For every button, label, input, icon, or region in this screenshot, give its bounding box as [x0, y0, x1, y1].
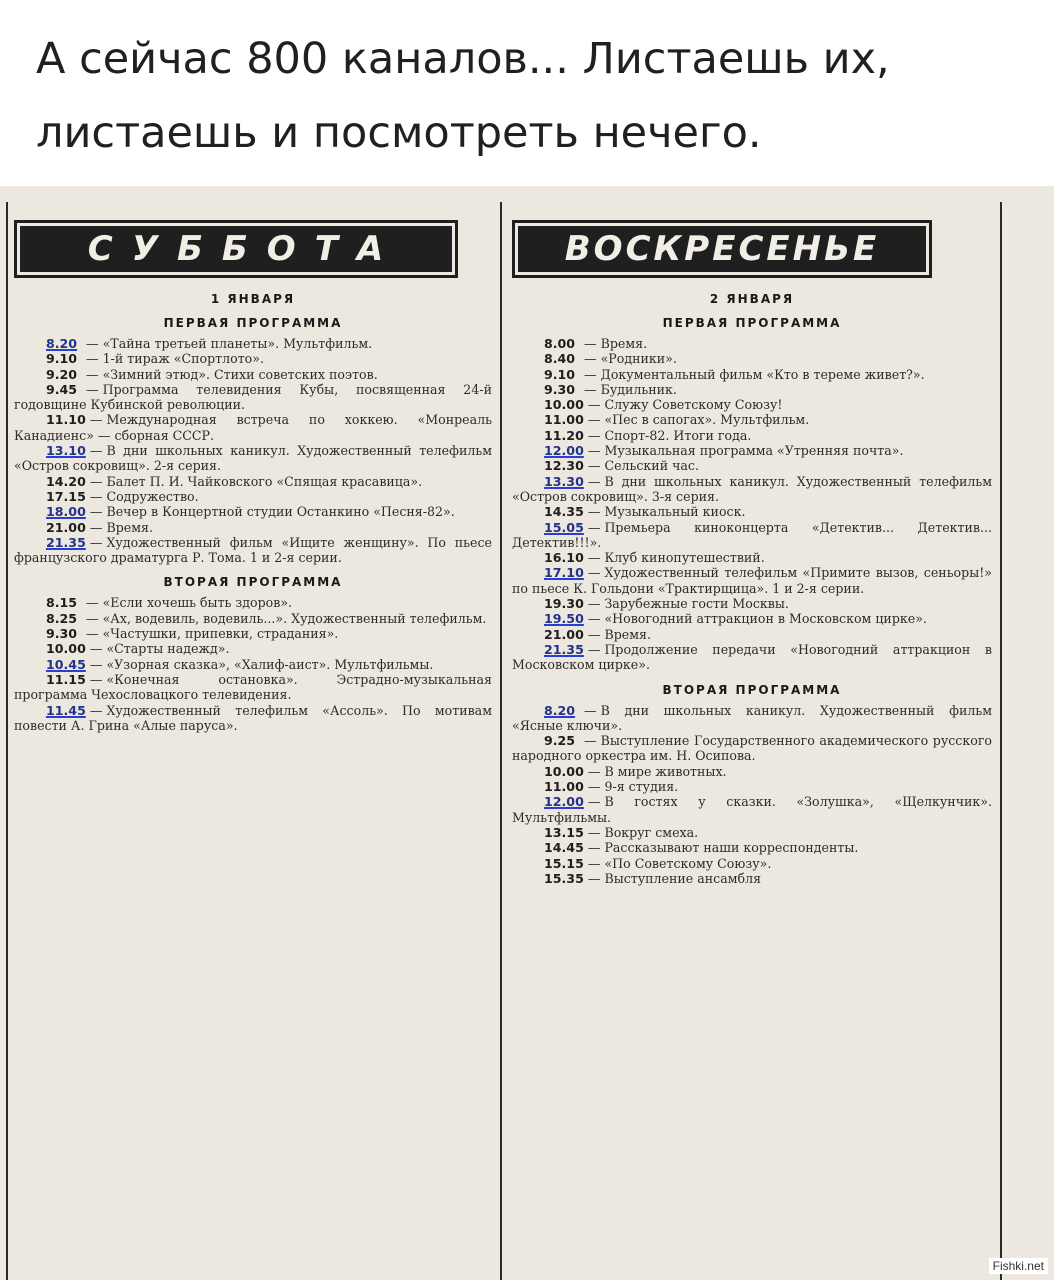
dash-separator: — — [584, 702, 597, 718]
entry-text: Музыкальная программа «Утренняя почта». — [604, 443, 904, 459]
saturday-date: 1 ЯНВАРЯ — [210, 292, 296, 306]
entry-time: 15.35 — [544, 870, 584, 886]
dash-separator: — — [86, 610, 99, 626]
entry-time: 10.00 — [544, 397, 584, 413]
schedule-entry — [512, 412, 992, 427]
dash-separator: — — [86, 381, 99, 397]
schedule-entry — [14, 336, 492, 351]
schedule-entry — [14, 382, 492, 413]
entry-text: Программа телевидения Кубы, посвященная 24-й годовщине Кубинской революции. — [14, 381, 492, 413]
schedule-entry — [14, 611, 492, 626]
schedule-entry — [512, 565, 992, 596]
schedule-entry — [512, 733, 992, 764]
entry-text: Международная встреча по хоккею. «Монреаль Канадиенс» — сборная СССР. — [14, 412, 492, 443]
entry-time: 15.15 — [544, 855, 584, 871]
schedule-entry — [512, 856, 992, 871]
dash-separator: — — [89, 412, 103, 428]
dash-separator: — — [587, 824, 601, 840]
dash-separator: — — [587, 855, 601, 871]
entry-time: 8.40 — [544, 351, 576, 367]
entry-text: Время. — [604, 626, 651, 642]
entry-text: 9-я студия. — [604, 779, 679, 795]
entry-text: Художественный телефильм «Ассоль». По мотивам повести А. Грина «Алые паруса». — [14, 702, 492, 733]
entry-text: «Старты надежд». — [106, 641, 230, 657]
entry-text: В мире животных. — [604, 763, 727, 779]
dash-separator: — — [587, 641, 601, 657]
schedule-entry — [14, 535, 492, 566]
entry-time: 11.20 — [544, 427, 584, 443]
dash-separator: — — [89, 534, 103, 550]
entry-text: Премьера киноконцерта «Детектив... Детектив... Детектив!!!». — [512, 519, 992, 550]
dash-separator: — — [584, 381, 597, 397]
entry-time: 8.25 — [46, 610, 78, 626]
dash-separator: — — [86, 366, 99, 382]
entry-text: «Тайна третьей планеты». Мультфильм. — [102, 336, 373, 351]
schedule-entry — [512, 794, 992, 825]
dash-separator: — — [587, 626, 601, 642]
schedule-entry — [512, 642, 992, 673]
entry-text: «Новогодний аттракцион в Московском цирке». — [604, 611, 927, 627]
entry-text: Время. — [106, 519, 153, 535]
entry-time: 10.00 — [544, 763, 584, 779]
marked-time: 19.50 — [544, 611, 584, 627]
entry-text: В дни школьных каникул. Художественный фильм «Ясные ключи». — [512, 702, 992, 733]
dash-separator: — — [89, 473, 103, 489]
entry-text: Художественный телефильм «Примите вызов, сеньоры!» по пьесе К. Гольдони «Трактирщица». 1 и 2-я серии. — [512, 565, 992, 596]
schedule-entry — [512, 825, 992, 840]
schedule-entry — [14, 626, 492, 641]
dash-separator: — — [86, 626, 99, 642]
schedule-entry — [512, 382, 992, 397]
schedule-entry — [512, 779, 992, 794]
schedule-entry — [512, 611, 992, 626]
schedule-entry — [512, 627, 992, 642]
marked-time: 21.35 — [46, 534, 86, 550]
entry-text: «Узорная сказка», «Халиф-аист». Мультфильмы. — [106, 656, 434, 672]
entry-text: Время. — [600, 336, 648, 351]
newspaper-clipping — [0, 186, 1054, 1280]
sunday-date: 2 ЯНВАРЯ — [709, 292, 795, 306]
dash-separator: — — [89, 641, 103, 657]
marked-time: 12.00 — [544, 794, 584, 810]
entry-text: Вечер в Концертной студии Останкино «Песня-82». — [106, 504, 455, 520]
marked-time: 10.45 — [46, 656, 86, 672]
schedule-entry — [14, 412, 492, 443]
marked-time: 8.20 — [46, 336, 78, 351]
entry-text: «Частушки, припевки, страдания». — [102, 626, 339, 642]
schedule-entry — [512, 336, 992, 351]
entry-text: Зарубежные гости Москвы. — [604, 596, 789, 612]
entry-time: 14.45 — [544, 840, 584, 856]
schedule-entry — [512, 764, 992, 779]
dash-separator: — — [587, 779, 601, 795]
entry-time: 21.00 — [46, 519, 86, 535]
entry-text: Продолжение передачи «Новогодний аттракцион в Московском цирке». — [512, 641, 992, 673]
dash-separator: — — [587, 550, 601, 566]
entry-time: 17.15 — [46, 488, 86, 504]
dash-separator: — — [89, 504, 103, 520]
dash-separator: — — [584, 351, 597, 367]
entry-text: Содружество. — [106, 488, 199, 504]
saturday-column — [14, 220, 492, 733]
entry-time: 19.30 — [544, 596, 584, 612]
dash-separator: — — [89, 656, 103, 672]
sunday-column — [512, 220, 992, 886]
entry-text: Рассказывают наши корреспонденты. — [604, 840, 859, 856]
schedule-entry — [14, 504, 492, 519]
entry-text: Спорт-82. Итоги года. — [604, 427, 752, 443]
marked-time: 8.20 — [544, 702, 576, 718]
marked-time: 12.00 — [544, 443, 584, 459]
schedule-entry — [512, 520, 992, 551]
entry-time: 11.00 — [544, 412, 584, 428]
entry-time: 11.00 — [544, 779, 584, 795]
marked-time: 17.10 — [544, 565, 584, 581]
entry-text: Выступление ансамбля — [604, 870, 762, 886]
sunday-banner: ВОСКРЕСЕНЬЕ — [512, 220, 932, 278]
schedule-entry — [14, 703, 492, 734]
schedule-entry — [14, 641, 492, 656]
entry-time: 9.10 — [46, 351, 78, 367]
dash-separator: — — [587, 473, 601, 489]
entry-time: 9.25 — [544, 733, 576, 749]
dash-separator: — — [587, 458, 601, 474]
schedule-entry — [512, 367, 992, 382]
entry-time: 9.10 — [544, 366, 576, 382]
schedule-entry — [14, 672, 492, 703]
entry-text: Будильник. — [600, 381, 677, 397]
entry-time: 14.20 — [46, 473, 86, 489]
dash-separator: — — [89, 488, 103, 504]
entry-text: Клуб кинопутешествий. — [604, 550, 765, 566]
sunday-schedule — [512, 316, 992, 886]
entry-time: 9.30 — [544, 381, 576, 397]
dash-separator: — — [587, 870, 601, 886]
schedule-entry — [512, 351, 992, 366]
entry-time: 14.35 — [544, 504, 584, 520]
dash-separator: — — [89, 702, 103, 718]
schedule-entry — [14, 657, 492, 672]
schedule-entry — [512, 550, 992, 565]
entry-text: «По Советскому Союзу». — [604, 855, 772, 871]
dash-separator: — — [89, 671, 103, 687]
entry-time: 11.15 — [46, 671, 86, 687]
schedule-entry — [512, 458, 992, 473]
entry-time: 10.00 — [46, 641, 86, 657]
schedule-entry — [14, 595, 492, 610]
entry-text: В гостях у сказки. «Золушка», «Щелкунчик». Мультфильмы. — [512, 794, 992, 825]
dash-separator: — — [584, 336, 597, 351]
entry-text: «Ах, водевиль, водевиль...». Художественный телефильм. — [102, 610, 487, 626]
schedule-entry — [512, 428, 992, 443]
entry-time: 9.45 — [46, 381, 78, 397]
entry-time: 12.30 — [544, 458, 584, 474]
entry-time: 9.20 — [46, 366, 78, 382]
dash-separator: — — [587, 427, 601, 443]
entry-text: Балет П. И. Чайковского «Спящая красавица». — [106, 473, 423, 489]
program-heading: ПЕРВАЯ ПРОГРАММА — [662, 316, 842, 330]
schedule-entry — [512, 703, 992, 734]
schedule-entry — [14, 351, 492, 366]
entry-time: 11.10 — [46, 412, 86, 428]
schedule-entry — [14, 367, 492, 382]
entry-text: В дни школьных каникул. Художественный телефильм «Остров сокровищ». 3-я серия. — [512, 473, 992, 504]
marked-time: 13.30 — [544, 473, 584, 489]
dash-separator: — — [587, 565, 601, 581]
dash-separator: — — [86, 336, 99, 351]
dash-separator: — — [587, 596, 601, 612]
post-caption: А сейчас 800 каналов... Листаешь их, листаешь и посмотреть нечего. — [36, 34, 890, 158]
dash-separator: — — [86, 351, 99, 367]
schedule-entry — [512, 840, 992, 855]
schedule-entry — [14, 520, 492, 535]
program-heading: ВТОРАЯ ПРОГРАММА — [163, 575, 343, 590]
entry-time: 9.30 — [46, 626, 78, 642]
marked-time: 18.00 — [46, 504, 86, 520]
outer-right-rule — [1000, 202, 1002, 1280]
schedule-entry — [512, 504, 992, 519]
entry-text: В дни школьных каникул. Художественный телефильм «Остров сокровищ». 2-я серия. — [14, 443, 492, 474]
entry-time: 16.10 — [544, 550, 584, 566]
dash-separator: — — [587, 840, 601, 856]
outer-left-rule — [6, 202, 8, 1280]
dash-separator: — — [587, 519, 601, 535]
dash-separator: — — [587, 794, 601, 810]
entry-text: Вокруг смеха. — [604, 824, 699, 840]
entry-time: 8.00 — [544, 336, 576, 351]
dash-separator: — — [587, 763, 601, 779]
entry-text: «Пес в сапогах». Мультфильм. — [604, 412, 810, 428]
marked-time: 15.05 — [544, 519, 584, 535]
entry-text: «Зимний этюд». Стихи советских поэтов. — [102, 366, 378, 382]
dash-separator: — — [89, 443, 103, 459]
dash-separator: — — [587, 504, 601, 520]
entry-text: Музыкальный киоск. — [604, 504, 746, 520]
schedule-entry — [512, 397, 992, 412]
schedule-entry — [14, 474, 492, 489]
saturday-banner: СУББОТА — [14, 220, 458, 278]
program-heading: ПЕРВАЯ ПРОГРАММА — [163, 316, 343, 330]
entry-time: 8.15 — [46, 595, 78, 611]
entry-text: Документальный фильм «Кто в тереме живет?». — [600, 366, 925, 382]
dash-separator: — — [587, 611, 601, 627]
entry-text: Сельский час. — [604, 458, 699, 474]
dash-separator: — — [584, 366, 597, 382]
schedule-entry — [512, 474, 992, 505]
entry-text: «Конечная остановка». Эстрадно-музыкальная программа Чехословацкого телевидения. — [14, 671, 492, 703]
entry-text: «Если хочешь быть здоров». — [102, 595, 293, 611]
schedule-entry — [14, 489, 492, 504]
entry-time: 21.00 — [544, 626, 584, 642]
entry-text: «Родники». — [600, 351, 677, 367]
schedule-entry — [512, 596, 992, 611]
schedule-entry — [512, 871, 992, 886]
dash-separator: — — [587, 412, 601, 428]
schedule-entry — [512, 443, 992, 458]
saturday-schedule — [14, 316, 492, 733]
marked-time: 13.10 — [46, 443, 86, 459]
entry-text: 1-й тираж «Спортлото». — [102, 351, 264, 367]
schedule-entry — [14, 443, 492, 474]
dash-separator: — — [584, 733, 597, 749]
dash-separator: — — [587, 397, 601, 413]
site-watermark: Fishki.net — [989, 1258, 1048, 1274]
program-heading: ВТОРАЯ ПРОГРАММА — [662, 682, 842, 697]
marked-time: 21.35 — [544, 641, 584, 657]
marked-time: 11.45 — [46, 702, 86, 718]
entry-text: Художественный фильм «Ищите женщину». По пьесе французского драматурга Р. Тома. 1 и 2-я серии. — [14, 534, 492, 566]
entry-text: Выступление Государственного академического русского народного оркестра им. Н. Осипова. — [512, 733, 992, 764]
dash-separator: — — [587, 443, 601, 459]
dash-separator: — — [86, 595, 99, 611]
column-divider — [500, 202, 502, 1280]
dash-separator: — — [89, 519, 103, 535]
entry-text: Служу Советскому Союзу! — [604, 397, 783, 413]
entry-time: 13.15 — [544, 824, 584, 840]
